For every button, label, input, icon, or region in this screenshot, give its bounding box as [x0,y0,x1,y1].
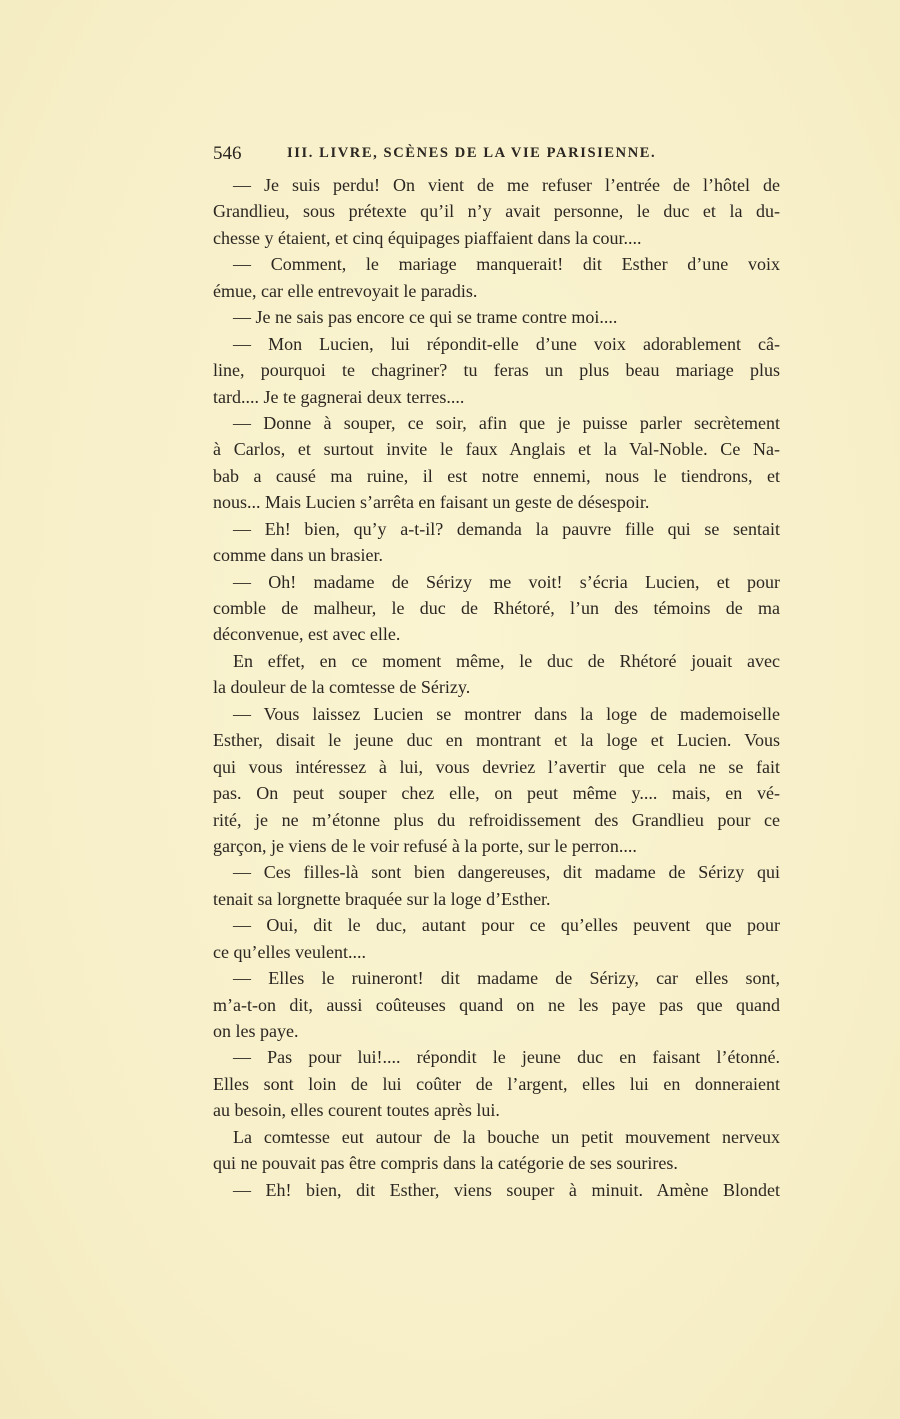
text-line: — Je suis perdu! On vient de me refuser l’entrée de l’hôtel de [233,175,780,195]
text-line: — Comment, le mariage manquerait! dit Esther d’une voix [233,254,780,275]
paragraph [213,569,780,648]
page-number: 546 [213,143,242,164]
paragraph [213,648,780,701]
paragraph [213,331,780,410]
text-line: m’a-t-on dit, aussi coûteuses quand on ne les paye pas que quand [213,994,780,1015]
text-line: Grandlieu, sous prétexte qu’il n’y avait personne, le duc et la du- [213,201,780,222]
text-line: on les paye. [213,1021,299,1041]
text-line: — Oh! madame de Sérizy me voit! s’écria Lucien, et pour [233,571,780,592]
text-line: — Donne à souper, ce soir, afin que je puisse parler secrètement [233,412,780,433]
text-line: émue, car elle entrevoyait le paradis. [213,280,478,301]
text-line: qui vous intéressez à lui, vous devriez l’avertir que cela ne se fait [213,756,780,777]
text-line: — Oui, dit le duc, autant pour ce qu’elles peuvent que pour [233,915,780,936]
text-line: — Mon Lucien, lui répondit-elle d’une voix adorablement câ- [233,333,780,354]
text-line: Elles sont loin de lui coûter de l’argent, elles lui en donneraient [213,1073,780,1094]
paragraph [213,1124,780,1177]
paragraph [213,859,780,912]
text-line: — Je ne sais pas encore ce qui se trame contre moi.... [233,307,618,328]
paragraph [213,1177,780,1203]
text-line: garçon, je viens de le voir refusé à la porte, sur le perron.... [213,835,637,856]
paragraph [213,1044,780,1123]
text-line: ce qu’elles veulent.... [213,941,366,962]
text-line: rité, je ne m’étonne plus du refroidissement des Grandlieu pour ce [213,809,780,830]
paragraph [213,172,780,251]
paragraph [213,251,780,304]
text-line: Esther, disait le jeune duc en montrant et la loge et Lucien. Vous [213,730,780,751]
text-line: — Ces filles-là sont bien dangereuses, dit madame de Sérizy qui [233,862,780,883]
text-line: tard.... Je te gagnerai deux terres.... [213,386,465,407]
text-line: En effet, en ce moment même, le duc de Rhétoré jouait avec [233,650,780,671]
text-line: comble de malheur, le duc de Rhétoré, l’un des témoins de ma [213,598,780,618]
page-body-text [213,172,780,1203]
text-line: bab a causé ma ruine, il est notre ennemi, nous le tiendrons, et [213,465,780,486]
text-line: line, pourquoi te chagriner? tu feras un plus beau mariage plus [213,360,780,381]
text-line: au besoin, elles courent toutes après lui. [213,1100,500,1121]
text-line: nous... Mais Lucien s’arrêta en faisant un geste de désespoir. [213,492,650,513]
text-line: la douleur de la comtesse de Sérizy. [213,677,471,698]
text-line: à Carlos, et surtout invite le faux Anglais et la Val-Noble. Ce Na- [213,439,780,460]
paragraph [213,304,780,330]
text-line: comme dans un brasier. [213,545,383,566]
text-line: qui ne pouvait pas être compris dans la catégorie de ses sourires. [213,1153,678,1174]
text-line: pas. On peut souper chez elle, on peut même y.... mais, en vé- [213,783,780,804]
paragraph [213,912,780,965]
paragraph [213,701,780,860]
text-line: — Eh! bien, qu’y a-t-il? demanda la pauvre fille qui se sentait [233,518,780,539]
text-line: — Pas pour lui!.... répondit le jeune duc en faisant l’étonné. [233,1047,780,1068]
paragraph [213,516,780,569]
text-line: déconvenue, est avec elle. [213,624,401,645]
text-line: La comtesse eut autour de la bouche un petit mouvement nerveux [233,1126,780,1147]
running-title: III. LIVRE, SCÈNES DE LA VIE PARISIENNE. [287,145,657,161]
paragraph [213,410,780,516]
text-line: — Eh! bien, dit Esther, viens souper à minuit. Amène Blondet [233,1179,780,1200]
paragraph [213,965,780,1044]
text-line: tenait sa lorgnette braquée sur la loge d’Esther. [213,888,551,909]
page-header [213,143,780,167]
text-line: — Vous laissez Lucien se montrer dans la loge de mademoiselle [233,703,780,724]
text-line: — Elles le ruineront! dit madame de Sérizy, car elles sont, [233,968,780,989]
text-line: chesse y étaient, et cinq équipages piaffaient dans la cour.... [213,227,642,248]
